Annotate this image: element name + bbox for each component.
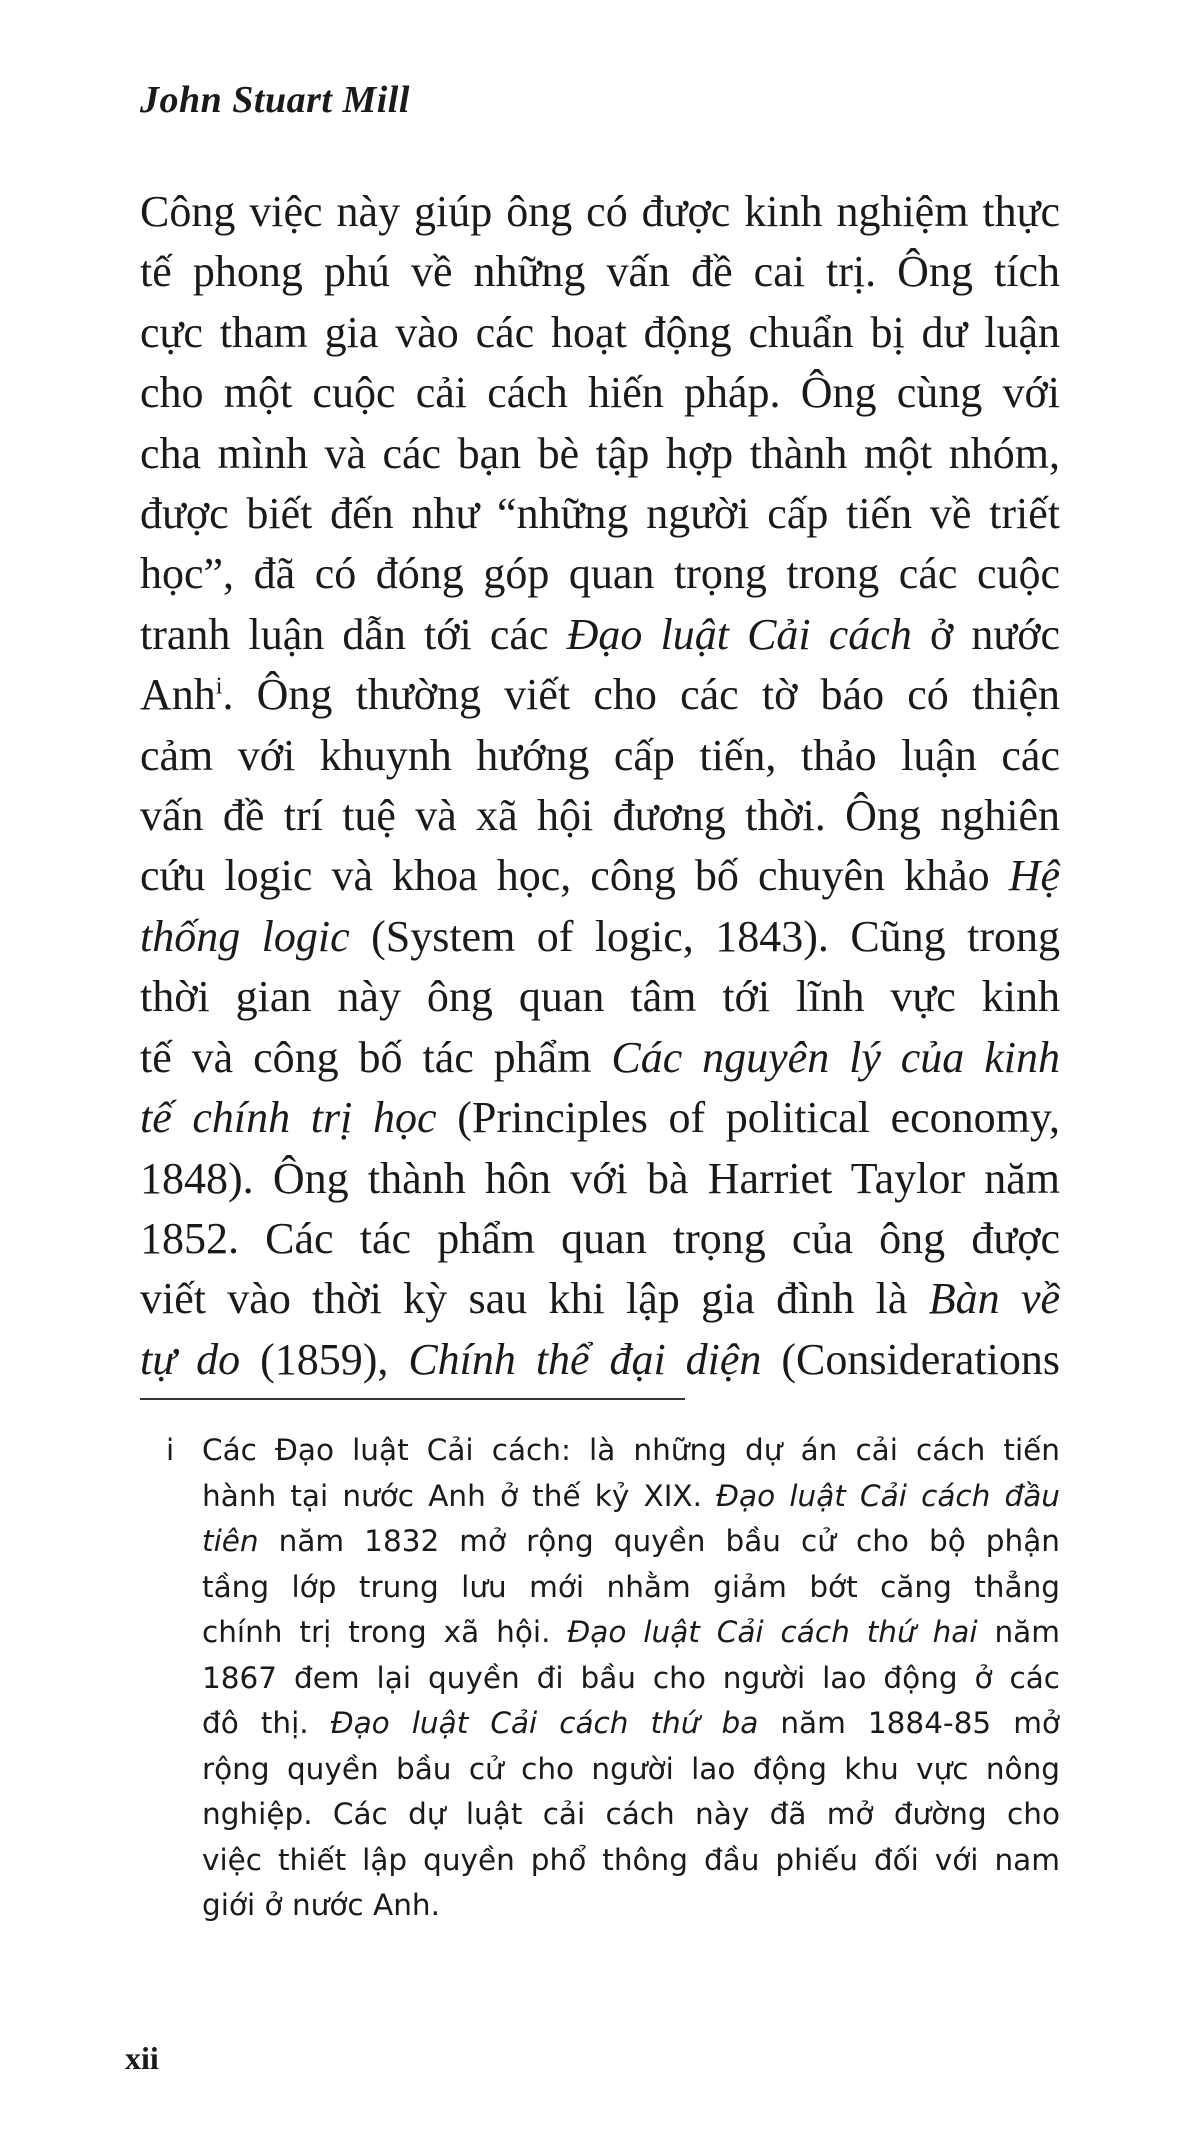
footnote-reference: i: [215, 673, 223, 700]
body-line: cứu logic và khoa học, công bố chuyên khảo Hệ: [140, 851, 1060, 901]
body-line: Anh$^i$. Ông thường viết cho các tờ báo có thiện: [140, 670, 1060, 720]
body-line: tự do (1859), Chính thể đại diện (Considerations: [140, 1334, 1060, 1384]
body-line: thống logic (System of logic, 1843). Cũng trong: [140, 911, 1060, 961]
act-title: Đạo luật Cải cách thứ ba: [330, 1706, 759, 1740]
footnote-line: 1867 đem lại quyền đi bầu cho người lao động ở các: [202, 1660, 1060, 1695]
work-title: tế chính trị học: [140, 1093, 437, 1143]
work-title: Đạo luật Cải cách: [566, 609, 912, 659]
footnote-line: hành tại nước Anh ở thế kỷ XIX. Đạo luật Cải cách đầu: [202, 1478, 1060, 1513]
running-head: John Stuart Mill: [140, 79, 410, 121]
body-text: [140, 182, 1060, 1390]
act-title: Đạo luật Cải cách đầu: [716, 1478, 1060, 1513]
body-line: viết vào thời kỳ sau khi lập gia đình là Bàn về: [140, 1274, 1061, 1324]
footnote-line: đô thị. Đạo luật Cải cách thứ ba năm 1884-85 mở: [202, 1706, 1060, 1740]
act-title: Đạo luật Cải cách thứ hai: [567, 1615, 978, 1649]
footnote-line: chính trị trong xã hội. Đạo luật Cải cách thứ hai năm: [202, 1615, 1060, 1649]
work-title: Các nguyên lý của kinh: [611, 1032, 1060, 1082]
footnote-body: [202, 1428, 1060, 1929]
body-line: cảm với khuynh hướng cấp tiến, thảo luận các: [140, 730, 1060, 780]
body-line: Công việc này giúp ông có được kinh nghiệm thực: [140, 187, 1060, 236]
body-line: tế và công bố tác phẩm Các nguyên lý của kinh: [140, 1032, 1060, 1082]
work-title: Bàn về: [928, 1274, 1061, 1324]
body-line: tế chính trị học (Principles of political economy,: [140, 1093, 1061, 1143]
footnote-marker: i: [166, 1433, 175, 1467]
body-line: được biết đến như “những người cấp tiến về triết: [140, 489, 1060, 539]
work-title: Chính thể đại diện: [408, 1334, 762, 1384]
footnote-line: tiên năm 1832 mở rộng quyền bầu cử cho bộ phận: [202, 1524, 1060, 1558]
footnote-line: giới ở nước Anh.: [202, 1888, 440, 1922]
body-line: cho một cuộc cải cách hiến pháp. Ông cùng với: [140, 368, 1060, 418]
body-line: vấn đề trí tuệ và xã hội đương thời. Ông nghiên: [140, 791, 1060, 841]
body-line: 1848). Ông thành hôn với bà Harriet Taylor năm: [140, 1153, 1060, 1203]
body-line: tranh luận dẫn tới các Đạo luật Cải cách ở nước: [140, 609, 1060, 659]
footnote-line: rộng quyền bầu cử cho người lao động khu vực nông: [202, 1751, 1060, 1786]
footnote-line: nghiệp. Các dự luật cải cách này đã mở đường cho: [202, 1797, 1060, 1831]
body-line: học”, đã có đóng góp quan trọng trong các cuộc: [140, 549, 1060, 599]
body-line: tế phong phú về những vấn đề cai trị. Ông tích: [140, 247, 1060, 297]
work-title: Hệ: [1008, 851, 1060, 901]
body-line: thời gian này ông quan tâm tới lĩnh vực kinh: [140, 972, 1060, 1022]
body-line: cực tham gia vào các hoạt động chuẩn bị dư luận: [140, 307, 1060, 357]
footnote-line: việc thiết lập quyền phổ thông đầu phiếu đối với nam: [202, 1842, 1060, 1877]
footnote-line: Các Đạo luật Cải cách: là những dự án cải cách tiến: [202, 1433, 1060, 1467]
footnote-rule: [140, 1398, 685, 1400]
work-title: tự do: [140, 1334, 241, 1384]
page-number: xii: [125, 2040, 159, 2076]
body-line: 1852. Các tác phẩm quan trọng của ông được: [140, 1213, 1060, 1263]
footnote-line: tầng lớp trung lưu mới nhằm giảm bớt căng thẳng: [202, 1569, 1060, 1604]
work-title: thống logic: [140, 911, 350, 961]
body-line: cha mình và các bạn bè tập hợp thành một nhóm,: [140, 428, 1060, 478]
act-title: tiên: [202, 1524, 259, 1558]
